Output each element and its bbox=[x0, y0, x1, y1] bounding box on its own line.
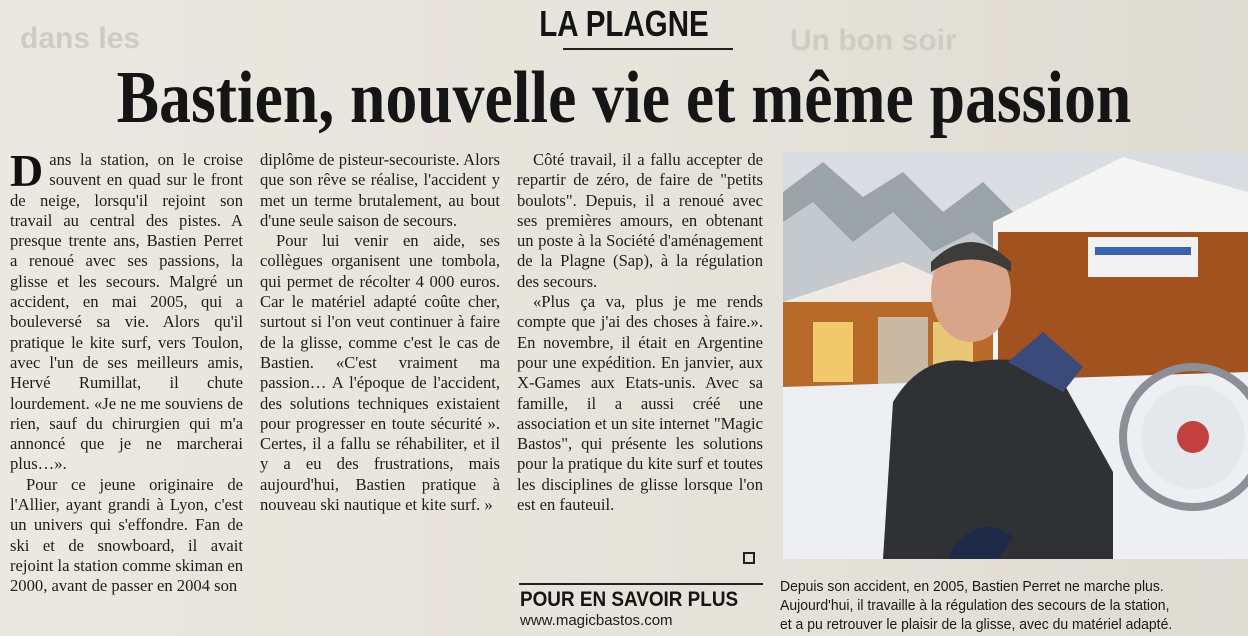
paragraph: diplôme de pisteur-secouriste. Alors que son rêve se réalise, l'accident y met un terme brutalement, au bout d'une seule saison de secours. bbox=[260, 150, 500, 230]
caption-line: Depuis son accident, en 2005, Bastien Perret ne marche plus. bbox=[780, 578, 1164, 595]
ghost-text-left: dans les bbox=[20, 22, 141, 55]
paragraph: «Plus ça va, plus je me rends compte que j'ai des choses à faire.». En novembre, il était en Argentine pour une expédition. En janvier, aux X-Games aux Etats-unis. Avec sa famille, il a aussi créé une association et un site internet "Magic Bastos", qui présente les solutions pour la pratique du kite surf et toutes les disciplines de glisse lorsque l'on est en fauteuil. bbox=[517, 292, 763, 515]
headline: Bastien, nouvelle vie et même passion bbox=[116, 57, 1132, 139]
caption-line: et a pu retrouver le plaisir de la glisse, avec du matériel adapté. bbox=[780, 616, 1173, 633]
article-photo bbox=[783, 152, 1248, 559]
article-column-1 bbox=[10, 145, 243, 597]
drop-cap: D bbox=[10, 145, 44, 196]
info-box-title: POUR EN SAVOIR PLUS bbox=[520, 588, 739, 611]
photo-caption bbox=[780, 577, 1211, 634]
caption-line: Aujourd'hui, il travaille à la régulation des secours de la station, bbox=[780, 597, 1170, 614]
kicker-underline bbox=[563, 48, 733, 50]
info-box-rule bbox=[519, 583, 763, 585]
info-box-url[interactable]: www.magicbastos.com bbox=[520, 612, 673, 629]
section-kicker: LA PLAGNE bbox=[539, 3, 709, 44]
paragraph: Côté travail, il a fallu accepter de repartir de zéro, de faire de "petits boulots". Depuis, il a renoué avec ses premières amours, en obtenant un poste à la Société d'aménagement de la Plagne (Sap), à la régulation des secours. bbox=[517, 150, 763, 291]
end-of-article-mark bbox=[743, 552, 755, 564]
paragraph-text: ans la station, on le croise souvent en quad sur le front de neige, lorsqu'il rejoint son travail au central des pistes. A presque trente ans, Bastien Perret a renoué avec ses passions, la glisse et les secours. Malgré un accident, en mai 2005, qui a bouleversé sa vie. Alors qu'il pratique le kite surf, vers Toulon, avec l'un de ses meilleurs amis, Hervé Rumillat, il chute lourdement. «Je ne me souviens de rien, sauf du chirurgien qui m'a annoncé que je ne marcherai plus…». bbox=[10, 150, 243, 474]
article-column-2 bbox=[260, 150, 500, 515]
paragraph bbox=[10, 145, 243, 475]
article-column-3 bbox=[517, 150, 763, 515]
paragraph: Pour ce jeune originaire de l'Allier, ayant grandi à Lyon, c'est un univers qui s'effondre. Fan de ski et de snowboard, il avait rejoint la station comme skiman en 2000, avant de passer en 2004 son bbox=[10, 474, 243, 596]
paragraph: Pour lui venir en aide, ses collègues organisent une tombola, qui permet de récolter 4 000 euros. Car le matériel adapté coûte cher, surtout si l'on veut continuer à faire de la glisse, comme c'est le cas de Bastien. «C'est vraiment ma passion… A l'époque de l'accident, des solutions techniques existaient pour progresser en toute sécurité ». Certes, il a fallu se réhabiliter, et il y a eu des frustrations, mais aujourd'hui, Bastien pratique à nouveau ski nautique et kite surf. » bbox=[260, 231, 500, 515]
ghost-text-right: Un bon soir bbox=[790, 24, 957, 57]
